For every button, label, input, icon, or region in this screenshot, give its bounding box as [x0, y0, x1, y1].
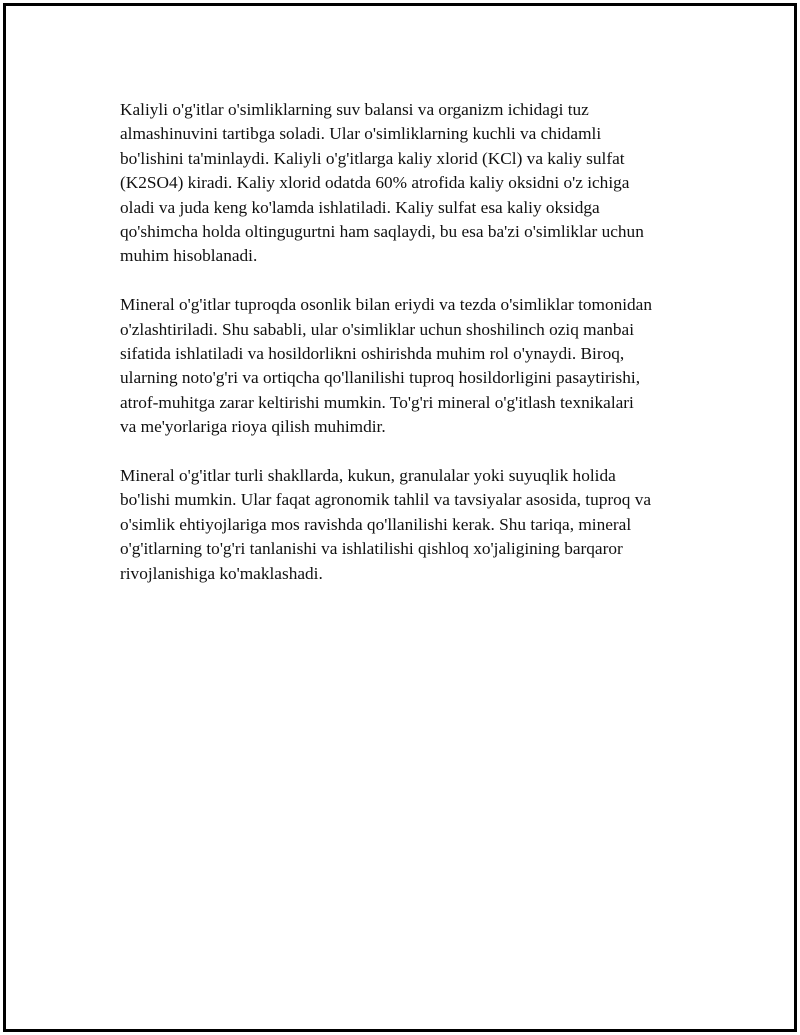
paragraph-potash-fertilizers: Kaliyli o'g'itlar o'simliklarning suv balansi va organizm ichidagi tuz almashinuvini tartibga soladi. Ular o'simliklarning kuchli va chidamli bo'lishini ta'minlaydi. Kaliyli o'g'itlarga kaliy xlorid (KCl) va kaliy sulfat (K2SO4) kiradi. Kaliy xlorid odatda 60% atrofida kaliy oksidni o'z ichiga oladi va juda keng ko'lamda ishlatiladi. Kaliy sulfat esa kaliy oksidga qo'shimcha holda oltingugurtni ham saqlaydi, bu esa ba'zi o'simliklar uchun muhim hisoblanadi. — [120, 100, 644, 266]
paragraph-mineral-solubility: Mineral o'g'itlar tuproqda osonlik bilan eriydi va tezda o'simliklar tomonidan o'zlashtiriladi. Shu sababli, ular o'simliklar uchun shoshilinch oziq manbai sifatida ishlatiladi va hosildorlikni oshirishda muhim rol o'ynaydi. Biroq, ularning noto'g'ri va ortiqcha qo'llanilishi tuproq hosildorligini pasaytirishi, atrof-muhitga zarar keltirishi mumkin. To'g'ri mineral o'g'itlash texnikalari va me'yorlariga rioya qilish muhimdir. — [120, 295, 652, 437]
paragraph-fertilizer-forms: Mineral o'g'itlar turli shakllarda, kukun, granulalar yoki suyuqlik holida bo'lishi mumkin. Ular faqat agronomik tahlil va tavsiyalar asosida, tuproq va o'simlik ehtiyojlariga mos ravishda qo'llanilishi kerak. Shu tariqa, mineral o'g'itlarning to'g'ri tanlanishi va ishlatilishi qishloq xo'jaligining barqaror rivojlanishiga ko'maklashadi. — [120, 466, 652, 583]
page-frame — [3, 3, 797, 1032]
document-body — [120, 98, 700, 610]
